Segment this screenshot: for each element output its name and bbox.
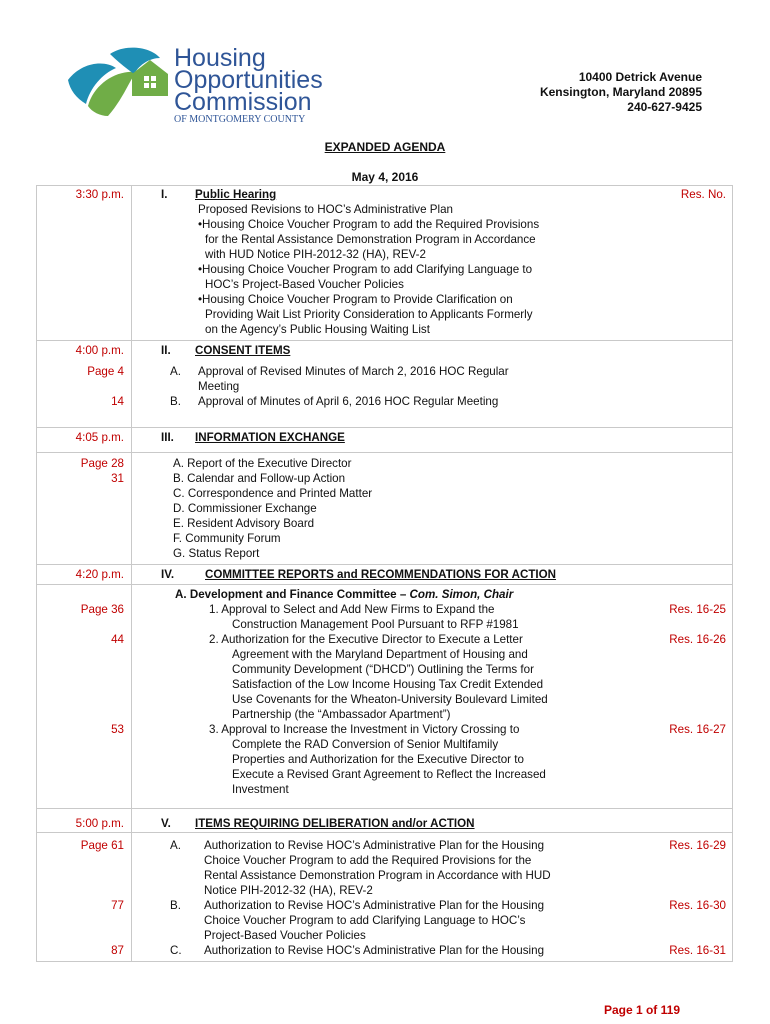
agenda-line: HOC’s Project-Based Voucher Policies (205, 278, 404, 291)
resolution-number: Res. 16-25 (669, 603, 726, 616)
item-letter: C. (170, 944, 182, 957)
agenda-line: Meeting (198, 380, 240, 393)
section-number: IV. (161, 568, 175, 581)
hoc-logo (64, 44, 364, 128)
row-divider-4 (36, 808, 733, 809)
agenda-line: 1. Approval to Select and Add New Firms to Expand the (209, 603, 495, 616)
list-item: G. Status Report (173, 547, 260, 560)
agenda-line: Community Development (“DHCD”) Outlining the Terms for (232, 663, 534, 676)
logo-line-housing: Housing (174, 44, 266, 72)
section-title: INFORMATION EXCHANGE (195, 431, 345, 444)
list-item: E. Resident Advisory Board (173, 517, 315, 530)
agenda-line: Agreement with the Maryland Department of Housing and (232, 648, 528, 661)
agenda-line: •Housing Choice Voucher Program to add Clarifying Language to (198, 263, 533, 276)
table-col-divider (131, 185, 132, 962)
table-top-border (36, 185, 733, 186)
resolution-number: Res. 16-30 (669, 899, 726, 912)
agenda-line: Execute a Revised Grant Agreement to Reflect the Increased (232, 768, 546, 781)
list-item: A. Report of the Executive Director (173, 457, 352, 470)
resolution-number: Res. 16-26 (669, 633, 726, 646)
resolution-number: Res. 16-27 (669, 723, 726, 736)
list-item: B. Calendar and Follow-up Action (173, 472, 346, 485)
page-ref: 77 (111, 899, 124, 912)
item-letter: B. (170, 899, 181, 912)
agenda-title: EXPANDED AGENDA (324, 140, 446, 154)
agenda-line: Notice PIH-2012-32 (HA), REV-2 (204, 884, 373, 897)
item-letter: B. (170, 395, 181, 408)
item-letter: A. (170, 365, 181, 378)
logo-house-leaf-icon (64, 44, 176, 124)
committee-heading (175, 587, 513, 602)
agenda-line: Use Covenants for the Wheaton-University Boulevard Limited (232, 693, 548, 706)
section-time: 4:05 p.m. (75, 431, 124, 444)
resolution-number: Res. 16-31 (669, 944, 726, 957)
section-number: II. (161, 344, 171, 357)
agenda-line: Choice Voucher Program to add Clarifying Language to HOC’s (204, 914, 526, 927)
row-divider-4b (36, 832, 733, 833)
list-item: F. Community Forum (173, 532, 281, 545)
agenda-line: Complete the RAD Conversion of Senior Multifamily (232, 738, 499, 751)
section-title: COMMITTEE REPORTS and RECOMMENDATIONS FOR ACTION (205, 568, 557, 581)
agenda-line: Proposed Revisions to HOC’s Administrative Plan (198, 203, 453, 216)
row-divider-1 (36, 340, 733, 341)
page-number-footer: Page 1 of 119 (603, 1003, 680, 1017)
agenda-line: Satisfaction of the Low Income Housing Tax Credit Extended (232, 678, 544, 691)
address-phone: 240-627-9425 (627, 100, 702, 114)
section-number: I. (161, 188, 168, 201)
section-title: CONSENT ITEMS (195, 344, 291, 357)
agenda-line: •Housing Choice Voucher Program to add the Required Provisions (198, 218, 540, 231)
page-ref: Page 36 (80, 603, 124, 616)
logo-line-commission: Commission (174, 88, 312, 116)
agenda-line: Investment (232, 783, 289, 796)
page-ref: Page 28 (80, 457, 124, 470)
table-left-border (36, 185, 37, 962)
section-time: 5:00 p.m. (75, 817, 124, 830)
list-item: C. Correspondence and Printed Matter (173, 487, 373, 500)
agenda-line: 3. Approval to Increase the Investment in Victory Crossing to (209, 723, 520, 736)
section-time: 4:00 p.m. (75, 344, 124, 357)
agenda-line: with HUD Notice PIH-2012-32 (HA), REV-2 (205, 248, 426, 261)
page-ref: 87 (111, 944, 124, 957)
committee-chair: Com. Simon, Chair (409, 588, 514, 601)
table-bottom-border (36, 961, 733, 962)
agenda-line: Choice Voucher Program to add the Required Provisions for the (204, 854, 532, 867)
committee-name: A. Development and Finance Committee – (175, 588, 410, 601)
row-divider-3 (36, 564, 733, 565)
address-block (540, 70, 702, 115)
agenda-line: on the Agency’s Public Housing Waiting List (205, 323, 430, 336)
agenda-date: May 4, 2016 (351, 170, 419, 184)
agenda-line: Approval of Revised Minutes of March 2, 2016 HOC Regular (198, 365, 509, 378)
logo-line-county: OF MONTGOMERY COUNTY (174, 114, 306, 125)
logo-line-opportunities: Opportunities (174, 66, 323, 94)
address-city: Kensington, Maryland 20895 (539, 85, 702, 99)
agenda-line: for the Rental Assistance Demonstration Program in Accordance (205, 233, 536, 246)
section-title: Public Hearing (195, 188, 277, 201)
agenda-line: Authorization to Revise HOC’s Administrative Plan for the Housing (204, 899, 545, 912)
section-time: 4:20 p.m. (75, 568, 124, 581)
agenda-line: Authorization to Revise HOC’s Administrative Plan for the Housing (204, 944, 545, 957)
agenda-line: •Housing Choice Voucher Program to Provide Clarification on (198, 293, 513, 306)
agenda-line: Providing Wait List Priority Consideration to Applicants Formerly (205, 308, 533, 321)
agenda-line: Rental Assistance Demonstration Program in Accordance with HUD (204, 869, 551, 882)
page-ref: 14 (111, 395, 124, 408)
section-title: ITEMS REQUIRING DELIBERATION and/or ACTION (195, 817, 475, 830)
address-street: 10400 Detrick Avenue (578, 70, 702, 84)
agenda-line: Authorization to Revise HOC’s Administrative Plan for the Housing (204, 839, 545, 852)
row-divider-2b (36, 452, 733, 453)
agenda-line: Construction Management Pool Pursuant to RFP #1981 (232, 618, 519, 631)
section-number: III. (161, 431, 174, 444)
agenda-line: Approval of Minutes of April 6, 2016 HOC Regular Meeting (198, 395, 499, 408)
section-time: 3:30 p.m. (75, 188, 124, 201)
agenda-line: Properties and Authorization for the Executive Director to (232, 753, 524, 766)
table-right-border (732, 185, 733, 962)
section-number: V. (161, 817, 171, 830)
agenda-line: 2. Authorization for the Executive Director to Execute a Letter (209, 633, 523, 646)
resolution-number: Res. 16-29 (669, 839, 726, 852)
page-ref: 31 (111, 472, 124, 485)
page-ref: 53 (111, 723, 124, 736)
row-divider-2 (36, 427, 733, 428)
agenda-line: Project-Based Voucher Policies (204, 929, 366, 942)
page-ref: Page 61 (80, 839, 124, 852)
res-no-header: Res. No. (680, 188, 726, 201)
page-ref: 44 (111, 633, 124, 646)
item-letter: A. (170, 839, 181, 852)
row-divider-3b (36, 584, 733, 585)
page-ref: Page 4 (87, 365, 124, 378)
list-item: D. Commissioner Exchange (173, 502, 317, 515)
agenda-line: Partnership (the “Ambassador Apartment”) (232, 708, 451, 721)
